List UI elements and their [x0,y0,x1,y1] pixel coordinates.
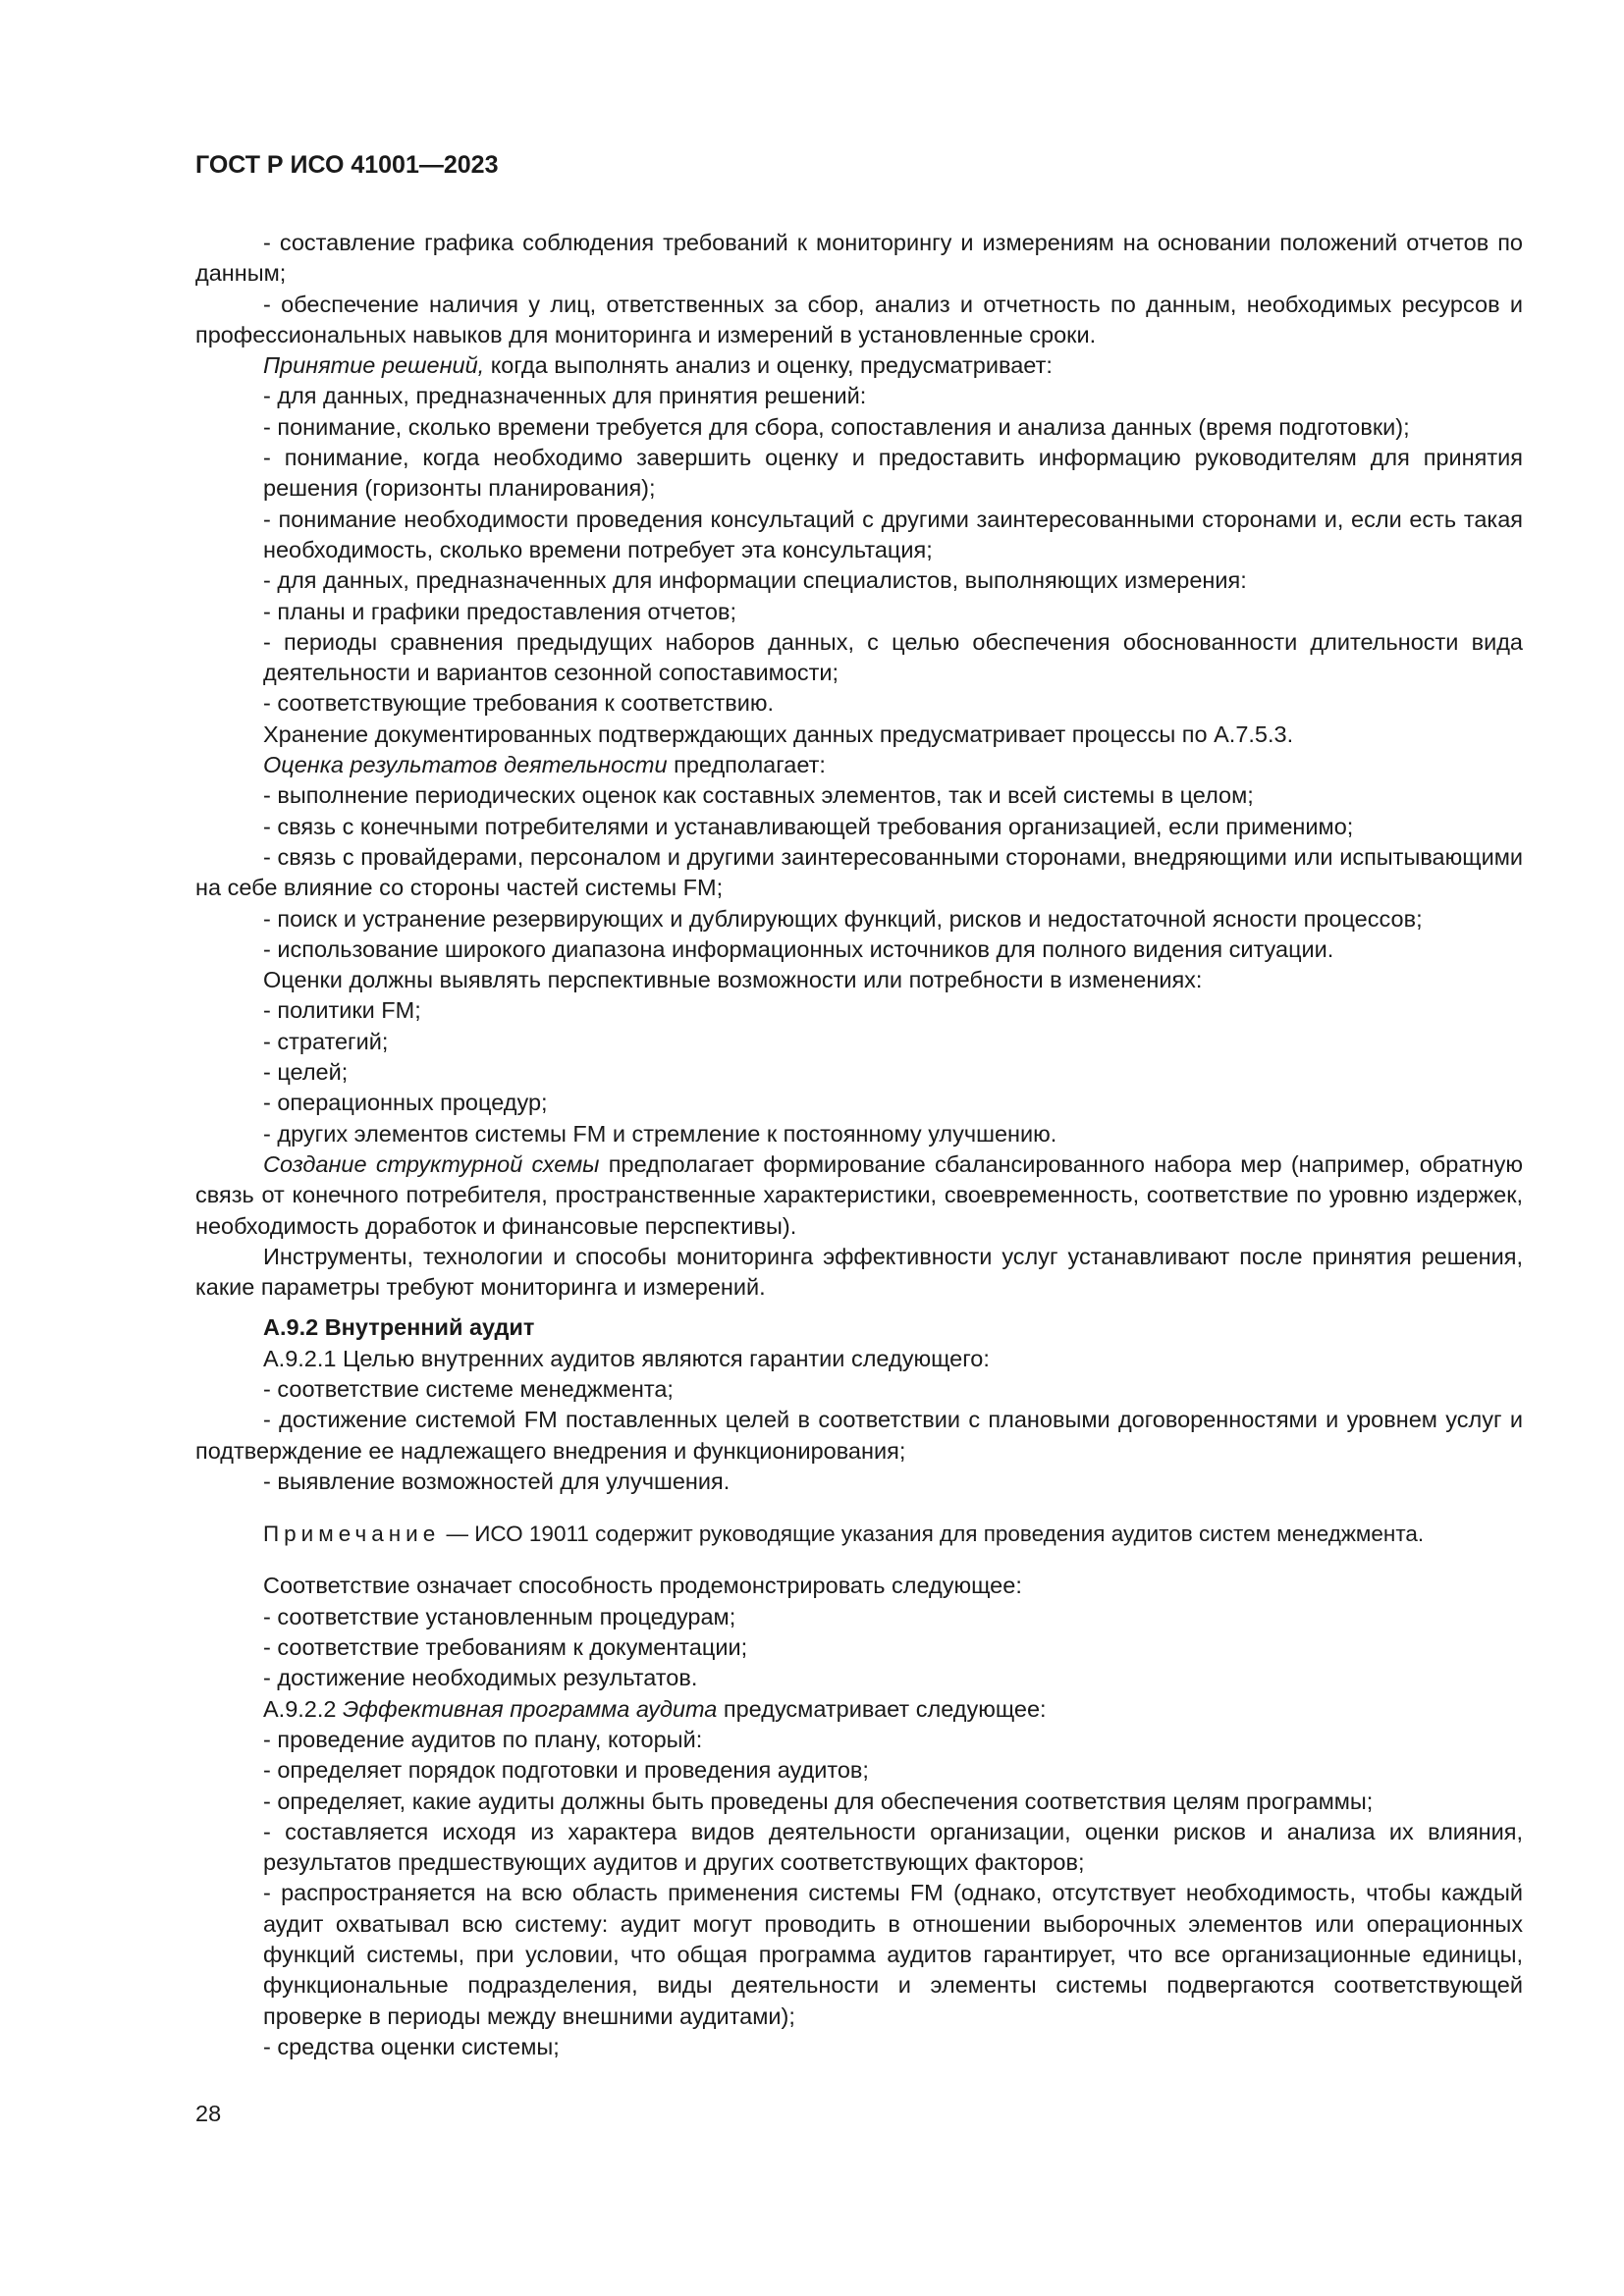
list-item: - определяет порядок подготовки и проведения аудитов; [263,1757,869,1784]
list-item: - понимание необходимости проведения консультаций с другими заинтересованными сторонами и, если есть такая необходимость, сколько времени потребует эта консультация; [263,506,1523,562]
paragraph: Соответствие означает способность продемонстрировать следующее: [263,1573,1022,1599]
document-body [195,228,1523,2062]
paragraph [195,350,1523,381]
list-item: - выявление возможностей для улучшения. [263,1468,731,1494]
paragraph: Хранение документированных подтверждающих данных предусматривает процессы по А.7.5.3. [263,721,1294,747]
list-item: - достижение системой FM поставленных целей в соответствии с плановыми договоренностями и уровнем услуг и подтверждение ее надлежащего внедрения и функционирования; [195,1407,1523,1464]
note-label: Примечание [263,1522,441,1547]
list-item: - стратегий; [263,1028,389,1054]
list-item: - использование широкого диапазона информационных источников для полного видения ситуации. [263,935,1334,962]
list-item: - соответствие требованиям к документации; [263,1634,748,1661]
paragraph-text: предполагает: [667,752,826,778]
paragraph: Инструменты, технологии и способы мониторинга эффективности услуг устанавливают после принятия решения, какие параметры требуют мониторинга и измерений. [195,1243,1523,1301]
paragraph-text: когда выполнять анализ и оценку, предусматривает: [484,352,1053,379]
list-item: - соответствующие требования к соответствию. [263,690,774,717]
list-item: - понимание, когда необходимо завершить оценку и предоставить информацию руководителям для принятия решения (горизонты планирования); [263,445,1523,502]
paragraph: - составление графика соблюдения требований к мониторингу и измерениям на основании положений отчетов по данным; [195,230,1523,287]
list-item: - для данных, предназначенных для принятия решений: [263,383,867,409]
italic-term: Принятие решений, [263,352,485,379]
italic-term: Оценка результатов деятельности [263,752,668,778]
list-item: - планы и графики предоставления отчетов; [263,598,736,624]
list-item: - связь с конечными потребителями и устанавливающей требования организацией, если применимо; [263,813,1354,839]
list-item: - политики FM; [263,997,421,1024]
list-item: - распространяется на всю область применения системы FM (однако, отсутствует необходимость, чтобы каждый аудит охватывал всю систему: аудит могут проводить в отношении выборочных элементов или операционных функций системы, при условии, что общая программа аудитов гарантирует, что все организационные единицы, функциональные подразделения, виды деятельности и элементы системы подвергаются соответствующей проверке в периоды между внешними аудитами); [263,1880,1523,2029]
note [195,1519,1523,1549]
document-header: ГОСТ Р ИСО 41001—2023 [195,151,499,179]
page-number: 28 [195,2101,222,2126]
list-item: - соответствие установленным процедурам; [263,1603,736,1629]
paragraph-text: предусматривает следующее: [717,1695,1047,1722]
paragraph-text: предполагает формирование сбалансированного набора мер (например, обратную связь от конечного потребителя, пространственные характеристики, своевременность, соответствие по уровню издержек, необходимость доработок и финансовые перспективы). [195,1150,1523,1239]
list-item: - достижение необходимых результатов. [263,1665,698,1691]
list-item: - для данных, предназначенных для информации специалистов, выполняющих измерения: [263,567,1247,594]
list-item: - определяет, какие аудиты должны быть проведены для обеспечения соответствия целям программы; [263,1788,1374,1814]
list-item: - проведение аудитов по плану, который: [263,1726,703,1752]
list-item: - соответствие системе менеджмента; [263,1375,674,1402]
clause-number: А.9.2.2 [263,1695,343,1722]
section-heading: А.9.2 Внутренний аудит [263,1314,535,1341]
paragraph: А.9.2.1 Целью внутренних аудитов являются гарантии следующего: [263,1345,990,1371]
paragraph [195,1694,1523,1725]
list-item: - выполнение периодических оценок как составных элементов, так и всей системы в целом; [263,782,1254,809]
italic-term: Эффективная программа аудита [343,1695,718,1722]
list-item: - других элементов системы FM и стремление к постоянному улучшению. [263,1120,1057,1147]
list-item: - периоды сравнения предыдущих наборов данных, с целью обеспечения обоснованности длительности вида деятельности и вариантов сезонной сопоставимости; [263,628,1523,686]
list-item: - понимание, сколько времени требуется для сбора, сопоставления и анализа данных (время подготовки); [263,413,1410,440]
list-item: - поиск и устранение резервирующих и дублирующих функций, рисков и недостаточной ясности процессов; [263,905,1423,932]
list-item: - составляется исходя из характера видов деятельности организации, оценки рисков и анализа их влияния, результатов предшествующих аудитов и других соответствующих факторов; [263,1818,1523,1876]
list-item: - операционных процедур; [263,1090,548,1116]
paragraph [195,1149,1523,1242]
list-item: - средства оценки системы; [263,2033,560,2059]
paragraph: - обеспечение наличия у лиц, ответственных за сбор, анализ и отчетность по данным, необходимых ресурсов и профессиональных навыков для мониторинга и измерений в установленные сроки. [195,291,1523,347]
list-item: - связь с провайдерами, персоналом и другими заинтересованными сторонами, внедряющими или испытывающими на себе влияние со стороны частей системы FM; [195,843,1523,901]
list-item: - целей; [263,1059,349,1086]
paragraph: Оценки должны выявлять перспективные возможности или потребности в изменениях: [263,967,1203,993]
italic-term: Создание структурной схемы [263,1150,600,1177]
note-text: — ИСО 19011 содержит руководящие указания для проведения аудитов систем менеджмента. [440,1522,1425,1547]
paragraph [195,750,1523,780]
